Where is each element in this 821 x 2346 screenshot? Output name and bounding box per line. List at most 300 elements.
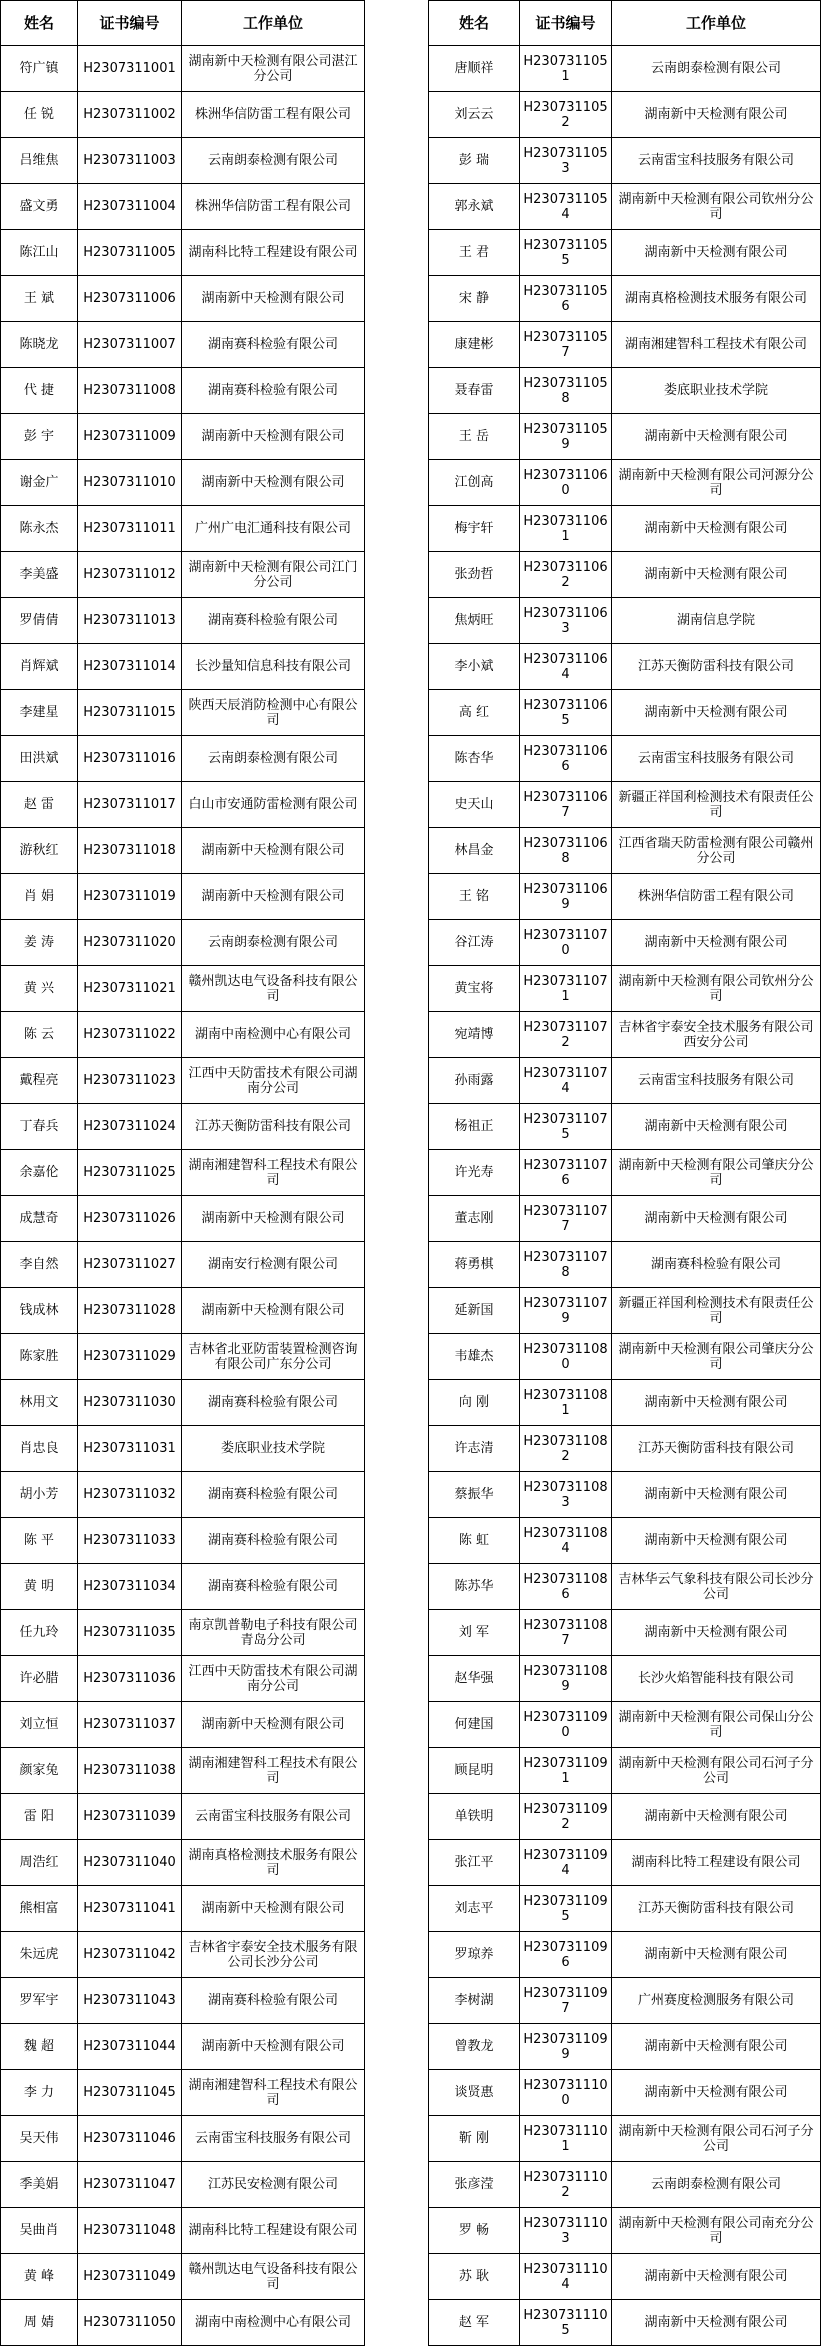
name-cell: 王 斌 xyxy=(1,276,78,322)
table-row xyxy=(429,1058,821,1104)
table-row xyxy=(1,184,365,230)
cert-number-cell: H2307311003 xyxy=(78,138,182,184)
cert-number-cell: H2307311021 xyxy=(78,966,182,1012)
organization-cell: 湖南赛科检验有限公司 xyxy=(182,368,365,414)
table-row xyxy=(429,2116,821,2162)
organization-cell: 湖南湘建智科工程技术有限公司 xyxy=(182,1150,365,1196)
name-cell: 赵 军 xyxy=(429,2300,520,2346)
name-cell: 张江平 xyxy=(429,1840,520,1886)
cert-number-cell: H2307311059 xyxy=(520,414,612,460)
table-row xyxy=(1,506,365,552)
cert-number-cell: H2307311094 xyxy=(520,1840,612,1886)
table-row xyxy=(1,1840,365,1886)
cert-number-cell: H2307311017 xyxy=(78,782,182,828)
name-cell: 杨祖正 xyxy=(429,1104,520,1150)
cert-number-cell: H2307311001 xyxy=(78,46,182,92)
cert-number-cell: H2307311068 xyxy=(520,828,612,874)
organization-cell: 湖南新中天检测有限公司 xyxy=(182,460,365,506)
name-cell: 张彦滢 xyxy=(429,2162,520,2208)
name-cell: 陈江山 xyxy=(1,230,78,276)
name-cell: 何建国 xyxy=(429,1702,520,1748)
name-cell: 陈家胜 xyxy=(1,1334,78,1380)
table-row xyxy=(429,230,821,276)
name-cell: 戴程亮 xyxy=(1,1058,78,1104)
cert-number-cell: H2307311037 xyxy=(78,1702,182,1748)
table-row xyxy=(1,2116,365,2162)
table-row xyxy=(1,690,365,736)
cert-number-cell: H2307311069 xyxy=(520,874,612,920)
cert-number-cell: H2307311032 xyxy=(78,1472,182,1518)
name-cell: 赵 雷 xyxy=(1,782,78,828)
table-row xyxy=(429,1932,821,1978)
table-row xyxy=(429,1472,821,1518)
table-row xyxy=(1,2024,365,2070)
name-cell: 陈杏华 xyxy=(429,736,520,782)
name-cell: 吴曲肖 xyxy=(1,2208,78,2254)
cert-number-cell: H2307311058 xyxy=(520,368,612,414)
cert-number-cell: H2307311025 xyxy=(78,1150,182,1196)
organization-cell: 湖南真格检测技术服务有限公司 xyxy=(182,1840,365,1886)
name-cell: 陈晓龙 xyxy=(1,322,78,368)
organization-cell: 湖南新中天检测有限公司 xyxy=(612,2024,821,2070)
table-row xyxy=(429,1288,821,1334)
name-cell: 张劲哲 xyxy=(429,552,520,598)
table-row xyxy=(429,2070,821,2116)
cert-number-cell: H2307311034 xyxy=(78,1564,182,1610)
table-row xyxy=(429,1104,821,1150)
cert-number-cell: H2307311012 xyxy=(78,552,182,598)
organization-cell: 湖南新中天检测有限公司 xyxy=(612,230,821,276)
cert-number-cell: H2307311066 xyxy=(520,736,612,782)
cert-number-cell: H2307311019 xyxy=(78,874,182,920)
table-row xyxy=(1,1196,365,1242)
organization-cell: 新疆正祥国利检测技术有限责任公司 xyxy=(612,1288,821,1334)
table-row xyxy=(429,552,821,598)
organization-cell: 湖南新中天检测有限公司石河子分公司 xyxy=(612,2116,821,2162)
cert-number-cell: H2307311090 xyxy=(520,1702,612,1748)
name-cell: 单铁明 xyxy=(429,1794,520,1840)
organization-cell: 赣州凯达电气设备科技有限公司 xyxy=(182,2254,365,2300)
name-cell: 刘立恒 xyxy=(1,1702,78,1748)
name-cell: 王 君 xyxy=(429,230,520,276)
table-row xyxy=(429,1794,821,1840)
name-cell: 康建彬 xyxy=(429,322,520,368)
organization-cell: 云南雷宝科技服务有限公司 xyxy=(182,2116,365,2162)
name-cell: 聂春雷 xyxy=(429,368,520,414)
table-row xyxy=(1,1656,365,1702)
name-cell: 向 刚 xyxy=(429,1380,520,1426)
organization-cell: 江苏天衡防雷科技有限公司 xyxy=(612,644,821,690)
table-row xyxy=(1,460,365,506)
organization-cell: 云南雷宝科技服务有限公司 xyxy=(612,138,821,184)
name-cell: 胡小芳 xyxy=(1,1472,78,1518)
cert-number-cell: H2307311040 xyxy=(78,1840,182,1886)
table-row xyxy=(429,966,821,1012)
name-cell: 蒋勇棋 xyxy=(429,1242,520,1288)
cert-number-cell: H2307311080 xyxy=(520,1334,612,1380)
name-cell: 韦雄杰 xyxy=(429,1334,520,1380)
organization-cell: 湖南中南检测中心有限公司 xyxy=(182,1012,365,1058)
name-cell: 吕维焦 xyxy=(1,138,78,184)
organization-cell: 湖南赛科检验有限公司 xyxy=(182,1380,365,1426)
cert-number-cell: H2307311082 xyxy=(520,1426,612,1472)
cert-number-cell: H2307311005 xyxy=(78,230,182,276)
organization-cell: 湖南新中天检测有限公司 xyxy=(182,276,365,322)
table-row xyxy=(429,1150,821,1196)
table-row xyxy=(429,1426,821,1472)
organization-cell: 湖南新中天检测有限公司 xyxy=(612,552,821,598)
organization-cell: 湖南赛科检验有限公司 xyxy=(612,1242,821,1288)
cert-number-cell: H2307311074 xyxy=(520,1058,612,1104)
table-row xyxy=(429,1564,821,1610)
cert-number-cell: H2307311095 xyxy=(520,1886,612,1932)
table-row xyxy=(429,322,821,368)
name-cell: 许必腊 xyxy=(1,1656,78,1702)
organization-cell: 湖南新中天检测有限公司 xyxy=(612,1518,821,1564)
organization-cell: 湖南赛科检验有限公司 xyxy=(182,1978,365,2024)
name-cell: 李自然 xyxy=(1,1242,78,1288)
organization-cell: 湖南新中天检测有限公司 xyxy=(612,1794,821,1840)
name-cell: 李树湖 xyxy=(429,1978,520,2024)
cert-number-cell: H2307311097 xyxy=(520,1978,612,2024)
cert-number-cell: H2307311087 xyxy=(520,1610,612,1656)
table-row xyxy=(429,874,821,920)
cert-number-cell: H2307311061 xyxy=(520,506,612,552)
name-cell: 苏 耿 xyxy=(429,2254,520,2300)
table-row xyxy=(1,1104,365,1150)
organization-cell: 陕西天辰消防检测中心有限公司 xyxy=(182,690,365,736)
organization-cell: 湖南新中天检测有限公司 xyxy=(612,690,821,736)
table-row xyxy=(1,1518,365,1564)
cert-number-cell: H2307311103 xyxy=(520,2208,612,2254)
cert-number-cell: H2307311064 xyxy=(520,644,612,690)
name-cell: 黄宝将 xyxy=(429,966,520,1012)
table-row xyxy=(429,1656,821,1702)
organization-cell: 湖南赛科检验有限公司 xyxy=(182,1564,365,1610)
name-cell: 董志刚 xyxy=(429,1196,520,1242)
name-cell: 谷江涛 xyxy=(429,920,520,966)
name-cell: 蔡振华 xyxy=(429,1472,520,1518)
name-cell: 顾昆明 xyxy=(429,1748,520,1794)
organization-cell: 吉林省宇泰安全技术服务有限公司长沙分公司 xyxy=(182,1932,365,1978)
name-cell: 谢金广 xyxy=(1,460,78,506)
table-row xyxy=(1,368,365,414)
name-cell: 黄 峰 xyxy=(1,2254,78,2300)
organization-cell: 广州广电汇通科技有限公司 xyxy=(182,506,365,552)
table-row xyxy=(1,1610,365,1656)
cert-number-cell: H2307311102 xyxy=(520,2162,612,2208)
cert-number-cell: H2307311062 xyxy=(520,552,612,598)
table-row xyxy=(1,414,365,460)
organization-cell: 湖南新中天检测有限公司钦州分公司 xyxy=(612,966,821,1012)
organization-cell: 湖南新中天检测有限公司江门分公司 xyxy=(182,552,365,598)
name-cell: 梅宇轩 xyxy=(429,506,520,552)
cert-number-cell: H2307311075 xyxy=(520,1104,612,1150)
header-org: 工作单位 xyxy=(612,1,821,46)
organization-cell: 长沙火焰智能科技有限公司 xyxy=(612,1656,821,1702)
name-cell: 靳 刚 xyxy=(429,2116,520,2162)
name-cell: 盛文勇 xyxy=(1,184,78,230)
table-row xyxy=(1,46,365,92)
name-cell: 颜家兔 xyxy=(1,1748,78,1794)
organization-cell: 江西中天防雷技术有限公司湖南分公司 xyxy=(182,1656,365,1702)
organization-cell: 湖南新中天检测有限公司 xyxy=(612,920,821,966)
organization-cell: 湖南新中天检测有限公司 xyxy=(182,1196,365,1242)
cert-number-cell: H2307311014 xyxy=(78,644,182,690)
name-cell: 王 岳 xyxy=(429,414,520,460)
table-row xyxy=(429,2162,821,2208)
name-cell: 雷 阳 xyxy=(1,1794,78,1840)
cert-number-cell: H2307311041 xyxy=(78,1886,182,1932)
name-cell: 代 捷 xyxy=(1,368,78,414)
table-row xyxy=(429,1610,821,1656)
organization-cell: 湖南赛科检验有限公司 xyxy=(182,322,365,368)
name-cell: 肖忠良 xyxy=(1,1426,78,1472)
organization-cell: 湖南新中天检测有限公司 xyxy=(182,828,365,874)
organization-cell: 湖南新中天检测有限公司 xyxy=(182,1702,365,1748)
organization-cell: 湖南新中天检测有限公司 xyxy=(612,2254,821,2300)
organization-cell: 吉林省北亚防雷装置检测咨询有限公司广东分公司 xyxy=(182,1334,365,1380)
name-cell: 谈贤惠 xyxy=(429,2070,520,2116)
organization-cell: 湖南新中天检测有限公司 xyxy=(612,2300,821,2346)
table-row xyxy=(1,2208,365,2254)
cert-number-cell: H2307311055 xyxy=(520,230,612,276)
cert-number-cell: H2307311083 xyxy=(520,1472,612,1518)
organization-cell: 江苏天衡防雷科技有限公司 xyxy=(612,1426,821,1472)
organization-cell: 湖南新中天检测有限公司钦州分公司 xyxy=(612,184,821,230)
cert-number-cell: H2307311043 xyxy=(78,1978,182,2024)
roster-body-right xyxy=(429,46,821,2346)
table-row xyxy=(1,644,365,690)
name-cell: 许光寿 xyxy=(429,1150,520,1196)
table-row xyxy=(429,2254,821,2300)
table-row xyxy=(1,1380,365,1426)
table-row xyxy=(429,1196,821,1242)
organization-cell: 湖南中南检测中心有限公司 xyxy=(182,2300,365,2346)
roster-table-right xyxy=(428,0,821,2346)
table-row xyxy=(429,1242,821,1288)
roster-body-left xyxy=(1,46,365,2346)
organization-cell: 云南朗泰检测有限公司 xyxy=(182,736,365,782)
name-cell: 吴天伟 xyxy=(1,2116,78,2162)
cert-number-cell: H2307311060 xyxy=(520,460,612,506)
name-cell: 刘云云 xyxy=(429,92,520,138)
name-cell: 熊相富 xyxy=(1,1886,78,1932)
cert-number-cell: H2307311071 xyxy=(520,966,612,1012)
name-cell: 李 力 xyxy=(1,2070,78,2116)
table-row xyxy=(429,1886,821,1932)
table-row xyxy=(429,414,821,460)
table-row xyxy=(1,1702,365,1748)
name-cell: 彭 瑞 xyxy=(429,138,520,184)
cert-number-cell: H2307311050 xyxy=(78,2300,182,2346)
cert-number-cell: H2307311006 xyxy=(78,276,182,322)
name-cell: 孙雨露 xyxy=(429,1058,520,1104)
table-row xyxy=(429,2300,821,2346)
table-row xyxy=(1,1748,365,1794)
cert-number-cell: H2307311096 xyxy=(520,1932,612,1978)
table-row xyxy=(1,1564,365,1610)
table-row xyxy=(429,92,821,138)
cert-number-cell: H2307311091 xyxy=(520,1748,612,1794)
organization-cell: 湖南湘建智科工程技术有限公司 xyxy=(182,2070,365,2116)
table-row xyxy=(1,322,365,368)
table-row xyxy=(1,1794,365,1840)
cert-number-cell: H2307311038 xyxy=(78,1748,182,1794)
organization-cell: 云南雷宝科技服务有限公司 xyxy=(182,1794,365,1840)
organization-cell: 湖南信息学院 xyxy=(612,598,821,644)
cert-number-cell: H2307311039 xyxy=(78,1794,182,1840)
table-row xyxy=(429,1334,821,1380)
name-cell: 肖 娟 xyxy=(1,874,78,920)
name-cell: 游秋红 xyxy=(1,828,78,874)
cert-number-cell: H2307311045 xyxy=(78,2070,182,2116)
organization-cell: 湖南湘建智科工程技术有限公司 xyxy=(612,322,821,368)
table-row xyxy=(1,230,365,276)
name-cell: 罗 畅 xyxy=(429,2208,520,2254)
name-cell: 许志清 xyxy=(429,1426,520,1472)
name-cell: 罗琼养 xyxy=(429,1932,520,1978)
organization-cell: 云南雷宝科技服务有限公司 xyxy=(612,1058,821,1104)
name-cell: 成慧奇 xyxy=(1,1196,78,1242)
cert-number-cell: H2307311086 xyxy=(520,1564,612,1610)
organization-cell: 湖南新中天检测有限公司 xyxy=(182,414,365,460)
table-row xyxy=(429,2208,821,2254)
table-row xyxy=(429,1748,821,1794)
organization-cell: 湖南新中天检测有限公司河源分公司 xyxy=(612,460,821,506)
name-cell: 魏 超 xyxy=(1,2024,78,2070)
name-cell: 陈 平 xyxy=(1,1518,78,1564)
organization-cell: 湖南新中天检测有限公司 xyxy=(182,1288,365,1334)
table-row xyxy=(429,1978,821,2024)
name-cell: 黄 明 xyxy=(1,1564,78,1610)
cert-number-cell: H2307311070 xyxy=(520,920,612,966)
cert-number-cell: H2307311056 xyxy=(520,276,612,322)
table-row xyxy=(1,874,365,920)
table-row xyxy=(429,690,821,736)
name-cell: 王 铭 xyxy=(429,874,520,920)
organization-cell: 湖南新中天检测有限公司湛江分公司 xyxy=(182,46,365,92)
organization-cell: 湖南新中天检测有限公司 xyxy=(612,1610,821,1656)
name-cell: 宛靖博 xyxy=(429,1012,520,1058)
name-cell: 江创高 xyxy=(429,460,520,506)
organization-cell: 湖南科比特工程建设有限公司 xyxy=(612,1840,821,1886)
cert-number-cell: H2307311035 xyxy=(78,1610,182,1656)
organization-cell: 云南朗泰检测有限公司 xyxy=(182,920,365,966)
header-row xyxy=(429,1,821,46)
table-row xyxy=(429,506,821,552)
name-cell: 任 锐 xyxy=(1,92,78,138)
cert-number-cell: H2307311067 xyxy=(520,782,612,828)
organization-cell: 云南朗泰检测有限公司 xyxy=(612,46,821,92)
table-row xyxy=(429,46,821,92)
table-row xyxy=(1,828,365,874)
name-cell: 林用文 xyxy=(1,1380,78,1426)
table-row xyxy=(1,92,365,138)
name-cell: 季美娟 xyxy=(1,2162,78,2208)
cert-number-cell: H2307311028 xyxy=(78,1288,182,1334)
name-cell: 高 红 xyxy=(429,690,520,736)
table-row xyxy=(1,276,365,322)
name-cell: 罗军宇 xyxy=(1,1978,78,2024)
name-cell: 朱远虎 xyxy=(1,1932,78,1978)
name-cell: 李美盛 xyxy=(1,552,78,598)
cert-number-cell: H2307311100 xyxy=(520,2070,612,2116)
cert-number-cell: H2307311015 xyxy=(78,690,182,736)
table-row xyxy=(429,644,821,690)
name-cell: 钱成林 xyxy=(1,1288,78,1334)
cert-number-cell: H2307311030 xyxy=(78,1380,182,1426)
cert-number-cell: H2307311052 xyxy=(520,92,612,138)
organization-cell: 湖南新中天检测有限公司保山分公司 xyxy=(612,1702,821,1748)
cert-number-cell: H2307311065 xyxy=(520,690,612,736)
organization-cell: 湖南新中天检测有限公司 xyxy=(182,2024,365,2070)
table-row xyxy=(1,966,365,1012)
cert-number-cell: H2307311008 xyxy=(78,368,182,414)
header-name: 姓名 xyxy=(429,1,520,46)
organization-cell: 吉林省宇泰安全技术服务有限公司西安分公司 xyxy=(612,1012,821,1058)
cert-number-cell: H2307311046 xyxy=(78,2116,182,2162)
header-org: 工作单位 xyxy=(182,1,365,46)
cert-number-cell: H2307311063 xyxy=(520,598,612,644)
cert-number-cell: H2307311084 xyxy=(520,1518,612,1564)
organization-cell: 湖南赛科检验有限公司 xyxy=(182,598,365,644)
organization-cell: 广州赛度检测服务有限公司 xyxy=(612,1978,821,2024)
table-row xyxy=(1,598,365,644)
organization-cell: 湖南新中天检测有限公司 xyxy=(612,1472,821,1518)
organization-cell: 湖南新中天检测有限公司 xyxy=(612,92,821,138)
name-cell: 陈苏华 xyxy=(429,1564,520,1610)
name-cell: 黄 兴 xyxy=(1,966,78,1012)
cert-number-cell: H2307311036 xyxy=(78,1656,182,1702)
cert-number-cell: H2307311077 xyxy=(520,1196,612,1242)
organization-cell: 湖南新中天检测有限公司 xyxy=(612,414,821,460)
cert-number-cell: H2307311024 xyxy=(78,1104,182,1150)
name-cell: 唐顺祥 xyxy=(429,46,520,92)
table-row xyxy=(1,736,365,782)
table-row xyxy=(1,138,365,184)
table-row xyxy=(1,1058,365,1104)
cert-number-cell: H2307311007 xyxy=(78,322,182,368)
name-cell: 刘志平 xyxy=(429,1886,520,1932)
cert-number-cell: H2307311031 xyxy=(78,1426,182,1472)
organization-cell: 湖南赛科检验有限公司 xyxy=(182,1518,365,1564)
cert-number-cell: H2307311042 xyxy=(78,1932,182,1978)
cert-number-cell: H2307311013 xyxy=(78,598,182,644)
organization-cell: 湖南科比特工程建设有限公司 xyxy=(182,230,365,276)
table-row xyxy=(429,1380,821,1426)
cert-number-cell: H2307311054 xyxy=(520,184,612,230)
organization-cell: 株洲华信防雷工程有限公司 xyxy=(182,92,365,138)
organization-cell: 株洲华信防雷工程有限公司 xyxy=(182,184,365,230)
cert-number-cell: H2307311023 xyxy=(78,1058,182,1104)
header-cert: 证书编号 xyxy=(78,1,182,46)
cert-number-cell: H2307311027 xyxy=(78,1242,182,1288)
table-row xyxy=(1,1978,365,2024)
roster-table-left xyxy=(0,0,365,2346)
cert-number-cell: H2307311057 xyxy=(520,322,612,368)
cert-number-cell: H2307311079 xyxy=(520,1288,612,1334)
organization-cell: 江苏天衡防雷科技有限公司 xyxy=(612,1886,821,1932)
cert-number-cell: H2307311076 xyxy=(520,1150,612,1196)
name-cell: 肖辉斌 xyxy=(1,644,78,690)
name-cell: 焦炳旺 xyxy=(429,598,520,644)
table-row xyxy=(1,920,365,966)
organization-cell: 湖南湘建智科工程技术有限公司 xyxy=(182,1748,365,1794)
name-cell: 罗倩倩 xyxy=(1,598,78,644)
table-row xyxy=(1,2300,365,2346)
cert-number-cell: H2307311011 xyxy=(78,506,182,552)
